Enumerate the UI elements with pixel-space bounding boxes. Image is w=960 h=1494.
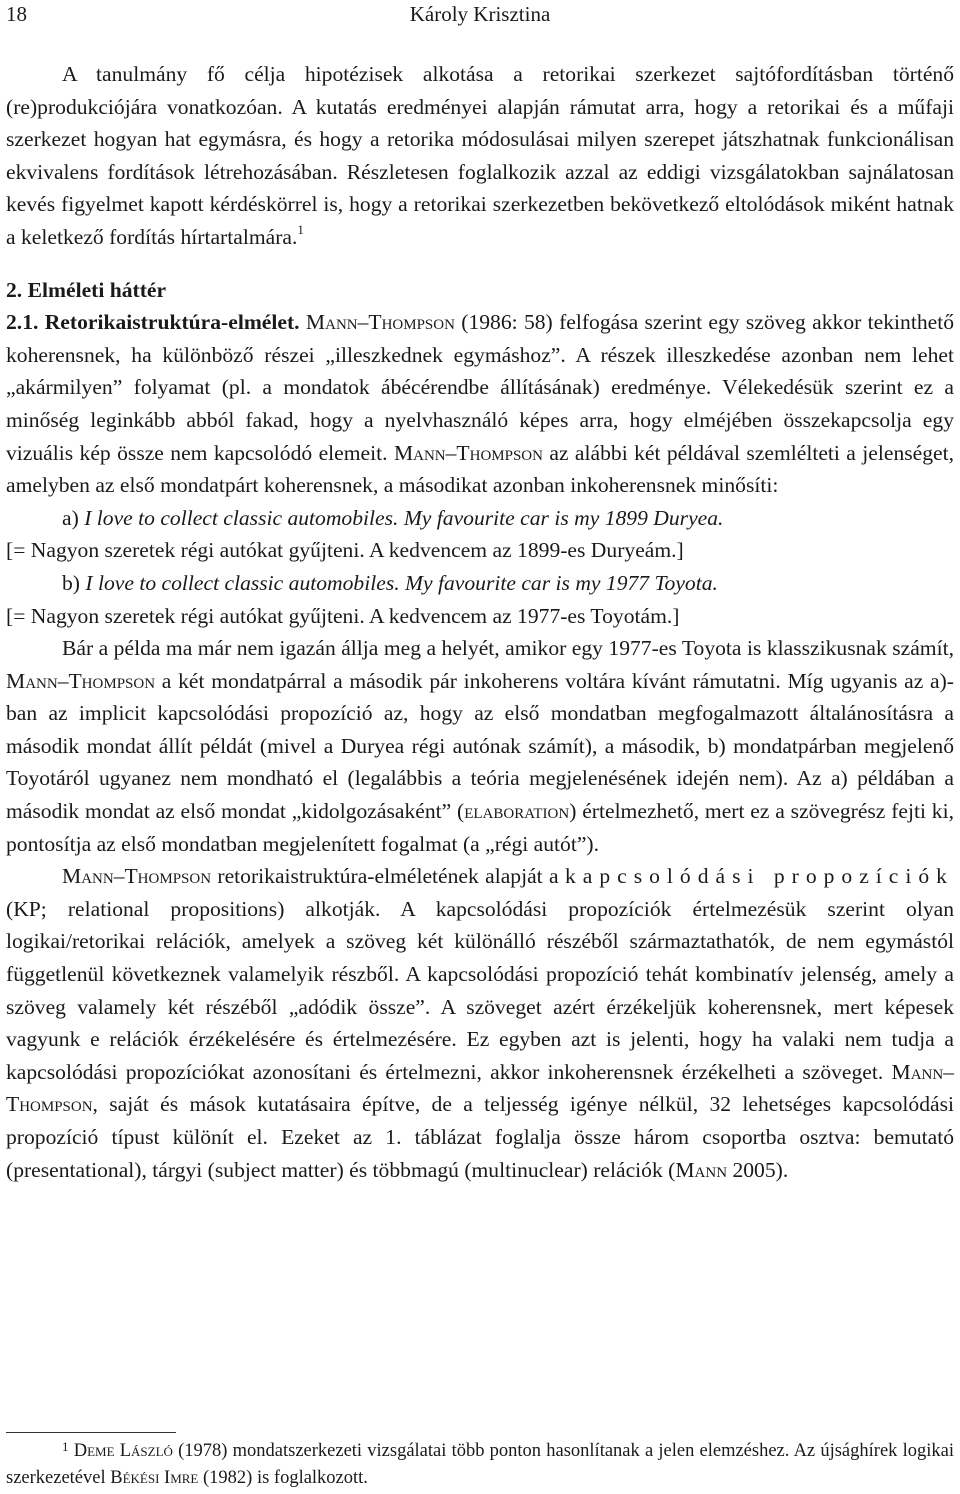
- term-kp: kapcsolódási propozíciók: [564, 864, 954, 889]
- running-header: [6, 2, 954, 28]
- example-b-translation: [= Nagyon szeretek régi autókat gyűjteni. A kedvencem az 1977-es Toyotám.]: [6, 603, 680, 628]
- footnote: $^1$ Deme László (1978) mondatszerkezeti vizsgálatai több ponton hasonlítanak a jelen elemzéshez. Az újsághírek logikai szerkezetével Békési Imre (1982) is foglalkozott.: [6, 1439, 954, 1488]
- footnote-author: Békési Imre: [110, 1468, 199, 1488]
- paragraph-mann-thompson: 2.1. Retorikaistruktúra-elmélet. Mann–Thompson (1986: 58) felfogása szerint egy szöveg akkor tekinthető koherensnek, ha különböző részei „illeszkednek egymáshoz”. A részek illeszkedése azonban nem lehet „akármilyen” folyamat (pl. a mondatok ábécérendbe állításának) eredménye. Vélekedésük szerint ez a minőség leginkább abból fakad, hogy a nyelvhasználó képes arra, hogy elméjében összekapcsolja egy vizuális kép össze nem kapcsolódó elemeit. Mann–Thompson az alábbi két példával szemlélteti a jelenséget, amelyben az első mondatpárt koherensnek, a másodikat azonban inkoherensnek minősíti:: [6, 310, 955, 498]
- footnote-divider: [6, 1432, 176, 1433]
- body-text: [6, 58, 954, 1186]
- paragraph-discussion: Bár a példa ma már nem igazán állja meg a helyét, amikor egy 1977-es Toyota is klasszikusnak számít, Mann–Thompson a két mondatpárral a második pár inkoherens voltára kívánt rámutatni. Míg ugyanis az a)-ban az implicit kapcsolódási propozíció az, hogy az első mondatban megfogalmazott általánosításra a második mondat állít példát (mivel a Duryea régi autónak számít), a második, b) mondatpárban megjelenő Toyotáról ugyanez nem mondható el (legalábbis a teória megjelenésének idején nem). Az a) példában a második mondat az első mondat „kidolgozásaként” (elaboration) értelmezhető, mert ez a szövegrész fejti ki, pontosítja az első mondatban megjelenített fogalmat (a „régi autót”).: [6, 636, 954, 856]
- footnote-number: 1: [62, 1439, 69, 1454]
- footnote-author: Deme László: [73, 1441, 173, 1461]
- author-name: Mann–Thompson: [62, 864, 212, 889]
- author-name: Mann–Thompson: [6, 668, 156, 693]
- author-name: Mann–Thompson: [6, 1059, 954, 1117]
- example-b: b) I love to collect classic automobiles. My favourite car is my 1977 Toyota.: [62, 570, 718, 595]
- subsection-heading: 2.1. Retorikaistruktúra-elmélet.: [6, 310, 300, 335]
- example-a-text: I love to collect classic automobiles. My favourite car is my 1899 Duryea.: [84, 505, 724, 530]
- running-title: Károly Krisztina: [409, 2, 551, 26]
- paragraph-rst: Mann–Thompson retorikaistruktúra-elméletének alapját a kapcsolódási propozíciók (KP; relational propositions) alkotják. A kapcsolódási propozíciók értelmezésük szerint olyan logikai/retorikai relációk, amelyek a szöveg két különálló részéből származtathatók, de nem egymástól függetlenül következnek valamelyik részből. A kapcsolódási propozíció tehát kombinatív jelenség, amely a szöveg valamely két részéből „adódik össze”. A szöveget azért érzékeljük koherensnek, mert képesek vagyunk e relációk érzékelésére és értelmezésére. Ez egyben azt is jelenti, hogy ha valaki nem tudja a kapcsolódási propozíciókat azonosítani és értelmezni, akkor inkoherensnek érzékelheti a szöveget. Mann–Thompson, saját és mások kutatásaira építve, de a teljesség igénye nélkül, 32 lehetséges kapcsolódási propozíció típust különít el. Ezeket az 1. táblázat foglalja össze három csoportba osztva: bemutató (presentational), tárgyi (subject matter) és többmagú (multinuclear) relációk (Mann 2005).: [6, 864, 954, 1182]
- author-name: Mann–Thompson: [393, 440, 543, 465]
- section-heading: 2. Elméleti háttér: [6, 277, 167, 302]
- example-a: a) I love to collect classic automobiles. My favourite car is my 1899 Duryea.: [62, 505, 724, 530]
- footnote-ref: 1: [297, 221, 304, 237]
- example-b-text: I love to collect classic automobiles. My favourite car is my 1977 Toyota.: [85, 570, 718, 595]
- page-number: 18: [6, 2, 27, 26]
- spacer: [6, 254, 954, 274]
- paragraph-intro: A tanulmány fő célja hipotézisek alkotása a retorikai szerkezet sajtófordításban történő (re)produkciójára vonatkozóan. A kutatás eredményei alapján rámutat arra, hogy a retorikai és a műfaji szerkezet hogyan hat egymásra, és hogy a retorika módosulásai milyen szerepet játszhatnak funkcionálisan ekvivalens fordítások létrehozásában. Részletesen foglalkozik azzal az eddigi vizsgálatokban sajnálatosan kevés figyelmet kapott kérdéskörrel is, hogy a retorikai szerkezetben bekövetkező eltolódások miként hatnak a keletkező fordítás hírtartalmára.$^1$: [6, 62, 954, 249]
- author-name: Mann–Thompson: [305, 310, 455, 335]
- example-a-translation: [= Nagyon szeretek régi autókat gyűjteni. A kedvencem az 1899-es Duryeám.]: [6, 538, 684, 563]
- author-name: Mann: [675, 1157, 728, 1182]
- term-elaboration: elaboration: [464, 799, 570, 824]
